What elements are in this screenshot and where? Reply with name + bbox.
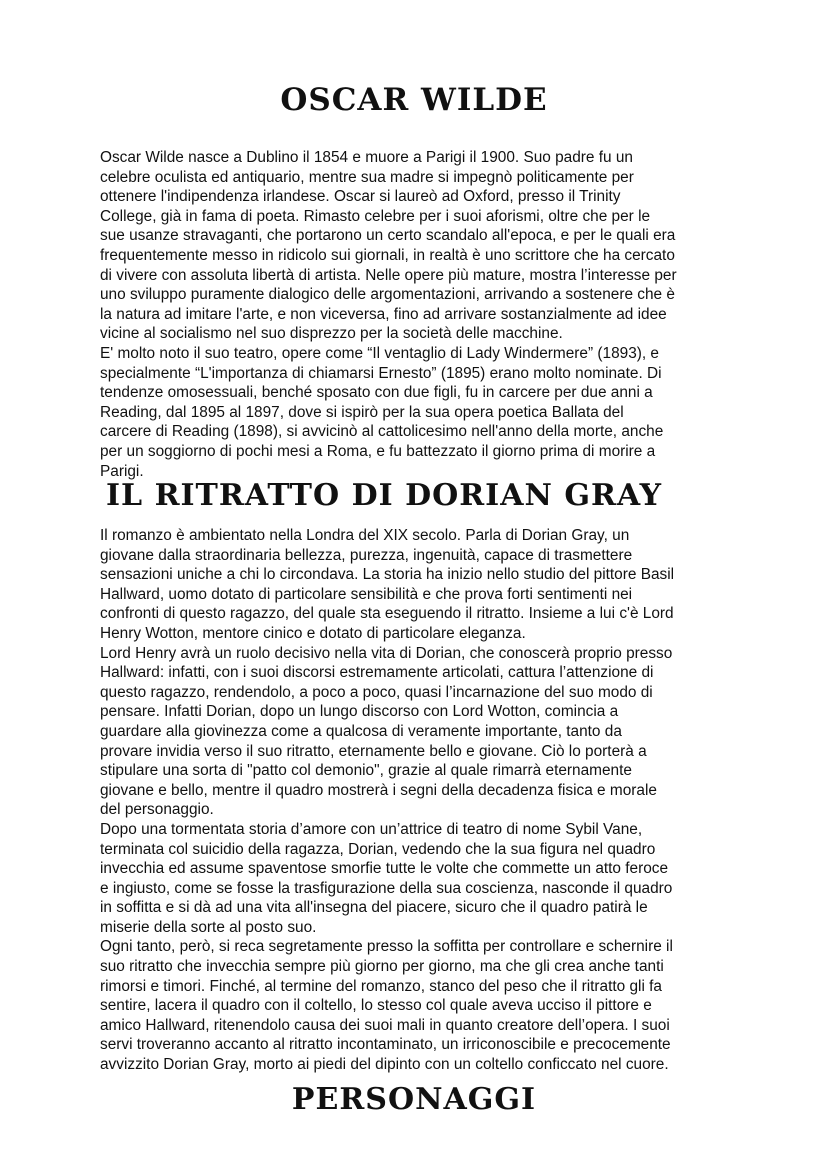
paragraph-sybil-vane: Dopo una tormentata storia d’amore con un’attrice di teatro di nome Sybil Vane, terminata col suicidio della ragazza, Dorian, vedendo che la sua figura nel quadro invecchia ed assume spaventose smorfie tutte le volte che commette un atto feroce e ingiusto, come se fosse la trasfigurazione della sua coscienza, nasconde il quadro in soffitta e si dà ad una vita all'insegna del piacere, sicuro che il quadro patirà le miserie della sorte al posto suo. xyxy=(100,820,673,936)
heading-personaggi: PERSONAGGI xyxy=(291,1082,537,1117)
paragraph-lord-henry: Lord Henry avrà un ruolo decisivo nella vita di Dorian, che conoscerà proprio presso Hallward: infatti, con i suoi discorsi estremamente articolati, cattura l’attenzione di questo ragazzo, rendendolo, a poco a poco, quasi l’incarnazione del suo modo di pensare. Infatti Dorian, dopo un lungo discorso con Lord Wotton, comincia a guardare alla giovinezza come a qualcosa di veramente importante, tanto da provare invidia verso il suo ritratto, eternamente bello e giovane. Ciò lo porterà a stipulare una sorta di "patto col demonio", grazie al quale rimarrà eternamente giovane e bello, mentre il quadro mostrerà i segni della decadenza fisica e morale del personaggio. xyxy=(100,644,673,819)
paragraph-biography: Oscar Wilde nasce a Dublino il 1854 e muore a Parigi il 1900. Suo padre fu un celebre oculista ed antiquario, mentre sua madre si impegnò politicamente per ottenere l'indipendenza irlandese. Oscar si laureò ad Oxford, presso il Trinity College, già in fama di poeta. Rimasto celebre per i suoi aforismi, oltre che per le sue usanze stravaganti, che portarono un certo scandalo all'epoca, e per le quali era frequentemente messo in ridicolo sui giornali, in realtà è uno scrittore che ha cercato di vivere con assoluta libertà di artista. Nelle opere più mature, mostra l’interesse per uno sviluppo puramente dialogico delle argomentazioni, arrivando a sostenere che è la natura ad imitare l'arte, e non viceversa, fino ad arrivare sostanzialmente ad idee vicine al socialismo nel suo disprezzo per la società delle macchine. xyxy=(100,149,677,343)
section-oscar-wilde-body xyxy=(100,148,740,481)
heading-oscar-wilde: OSCAR WILDE xyxy=(280,82,548,118)
paragraph-ending: Ogni tanto, però, si reca segretamente presso la soffitta per controllare e schernire il suo ritratto che invecchia sempre più giorno per giorno, ma che gli crea anche tanti rimorsi e timori. Finché, al termine del romanzo, stanco del peso che il ritratto gli fa sentire, lacera il quadro con il coltello, lo stesso col quale aveva ucciso il pittore e amico Hallward, ritenendolo causa dei suoi mali in quanto creatore dell’opera. I suoi servi troveranno accanto al ritratto incontaminato, un irriconoscibile e precocemente avvizzito Dorian Gray, morto ai piedi del dipinto con un coltello conficcato nel cuore. xyxy=(100,938,673,1074)
paragraph-theatre: E' molto noto il suo teatro, opere come “Il ventaglio di Lady Windermere” (1893), e specialmente “L'importanza di chiamarsi Ernesto” (1895) erano molto nominate. Di tendenze omosessuali, benché sposato con due figli, fu in carcere per due anni a Reading, dal 1895 al 1897, dove si ispirò per la sua opera poetica Ballata del carcere di Reading (1898), si avvicinò al cattolicesimo nell'anno della morte, anche per un soggiorno di pochi mesi a Roma, e fu battezzato il giorno prima di morire a Parigi. xyxy=(100,344,664,480)
paragraph-plot-intro: Il romanzo è ambientato nella Londra del XIX secolo. Parla di Dorian Gray, un giovane dalla straordinaria bellezza, purezza, ingenuità, capace di trasmettere sensazioni uniche a chi lo circondava. La storia ha inizio nello studio del pittore Basil Hallward, uomo dotato di particolare sensibilità e che prova forti sentimenti nei confronti di questo ragazzo, del quale sta eseguendo il ritratto. Insieme a lui c'è Lord Henry Wotton, mentore cinico e dotato di particolare eleganza. xyxy=(100,527,675,642)
heading-dorian-gray: IL RITRATTO DI DORIAN GRAY xyxy=(106,478,663,513)
section-dorian-gray-body xyxy=(100,526,740,1075)
